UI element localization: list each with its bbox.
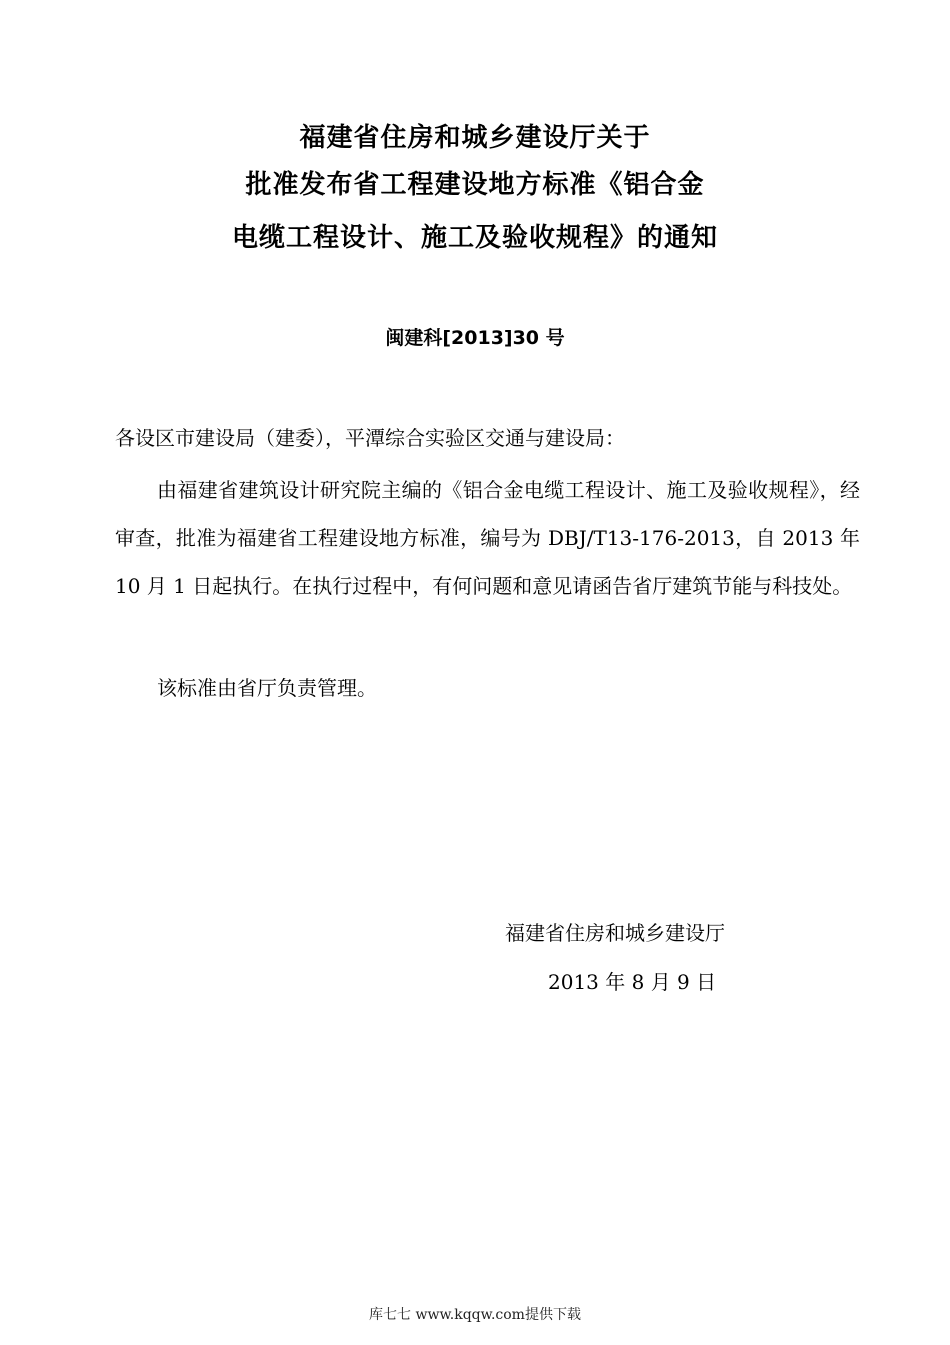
title-line-2: 批准发布省工程建设地方标准《铝合金 [245, 170, 705, 200]
issue-date: 2013 年 8 月 9 日 [548, 970, 717, 994]
body-paragraph-2: 该标准由省厅负责管理。 [157, 676, 377, 700]
document-number: 闽建科[2013]30 号 [385, 327, 565, 349]
download-footer: 库七七 www.kqqw.com提供下载 [369, 1307, 581, 1323]
salutation: 各设区市建设局（建委），平潭综合实验区交通与建设局： [115, 426, 625, 450]
body-paragraph-1: 由福建省建筑设计研究院主编的《铝合金电缆工程设计、施工及验收规程》，经审查，批准为福建省工程建设地方标准，编号为 DBJ/T13-176-2013，自 2013 年 10 月 1 日起执行。在执行过程中，有何问题和意见请函告省厅建筑节能与科技处。 [115, 478, 860, 598]
title-line-1: 福建省住房和城乡建设厅关于 [299, 123, 651, 153]
issuing-authority: 福建省住房和城乡建设厅 [505, 921, 725, 945]
title-line-3: 电缆工程设计、施工及验收规程》的通知 [231, 223, 718, 253]
